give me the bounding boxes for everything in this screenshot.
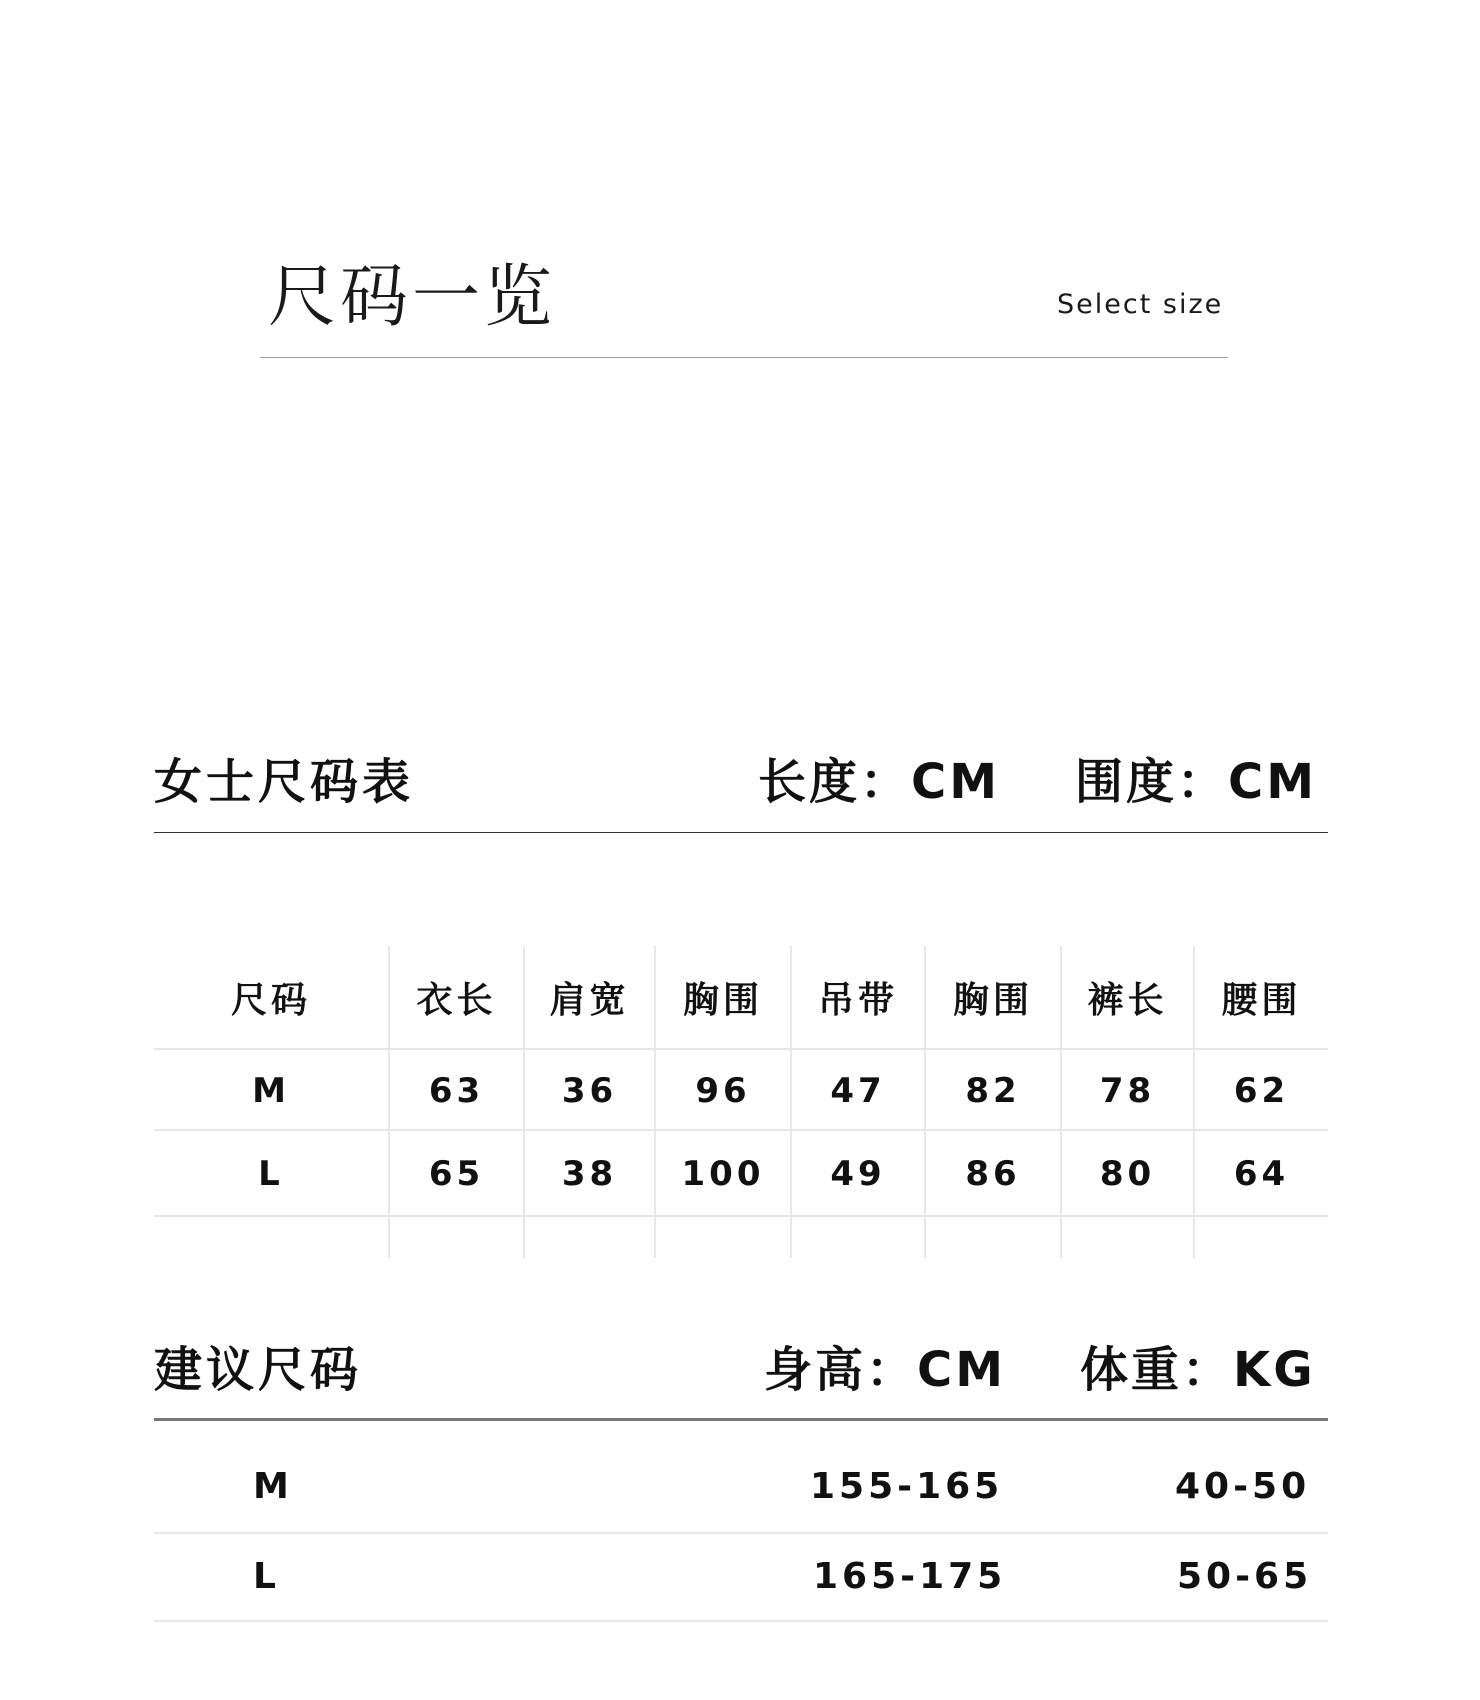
table-header-row	[154, 946, 1328, 1048]
women-section-divider	[154, 832, 1328, 833]
recommended-size-title: 建议尺码	[154, 1342, 363, 1398]
column-header-size: 尺码	[230, 979, 311, 1021]
cell-shoulder-width: 36	[561, 1070, 618, 1111]
recommend-size: M	[253, 1466, 293, 1507]
women-size-table	[154, 946, 1328, 1258]
cell-bust-2: 86	[965, 1154, 1021, 1194]
cell-pants-length: 78	[1099, 1070, 1156, 1111]
table-empty-row	[154, 1215, 1328, 1260]
row-divider	[154, 1532, 1328, 1534]
cell-garment-length: 63	[428, 1070, 485, 1111]
page-subtitle: Select size	[1057, 289, 1224, 320]
cell-size: L	[258, 1154, 284, 1194]
cell-waist: 64	[1233, 1154, 1290, 1194]
recommend-weight: 50-65	[1177, 1556, 1313, 1597]
column-header-pants-length: 裤长	[1087, 979, 1168, 1021]
recommend-size: L	[253, 1556, 280, 1597]
column-header-garment-length: 衣长	[416, 979, 497, 1021]
cell-strap: 47	[830, 1070, 886, 1111]
column-header-bust: 胸围	[682, 979, 763, 1021]
page-title: 尺码一览	[268, 258, 557, 337]
header-divider	[260, 357, 1228, 358]
cell-waist: 62	[1233, 1070, 1290, 1111]
cell-pants-length: 80	[1099, 1154, 1156, 1194]
recommend-height: 155-165	[810, 1466, 1004, 1507]
cell-bust-2: 82	[965, 1070, 1021, 1111]
women-size-table-title: 女士尺码表	[154, 754, 415, 810]
weight-unit-label: 体重：KG	[1080, 1342, 1316, 1398]
row-divider	[154, 1620, 1328, 1622]
cell-garment-length: 65	[428, 1154, 485, 1194]
column-header-waist: 腰围	[1221, 979, 1302, 1021]
cell-strap: 49	[830, 1154, 886, 1194]
column-header-shoulder-width: 肩宽	[549, 979, 630, 1021]
length-unit-label: 长度：CM	[758, 754, 1000, 810]
height-unit-label: 身高：CM	[764, 1342, 1006, 1398]
cell-bust: 100	[681, 1154, 765, 1194]
recommend-height: 165-175	[813, 1556, 1007, 1597]
table-row	[154, 1129, 1328, 1217]
recommend-row	[154, 1465, 1328, 1509]
cell-size: M	[252, 1070, 290, 1111]
column-header-bust-2: 胸围	[952, 979, 1033, 1021]
recommend-row	[154, 1555, 1328, 1599]
column-header-strap: 吊带	[817, 979, 898, 1021]
girth-unit-label: 围度：CM	[1075, 754, 1317, 810]
recommend-section-divider	[154, 1418, 1328, 1421]
table-row	[154, 1048, 1328, 1131]
recommend-weight: 40-50	[1175, 1466, 1311, 1507]
cell-bust: 96	[695, 1070, 751, 1111]
cell-shoulder-width: 38	[561, 1154, 618, 1194]
